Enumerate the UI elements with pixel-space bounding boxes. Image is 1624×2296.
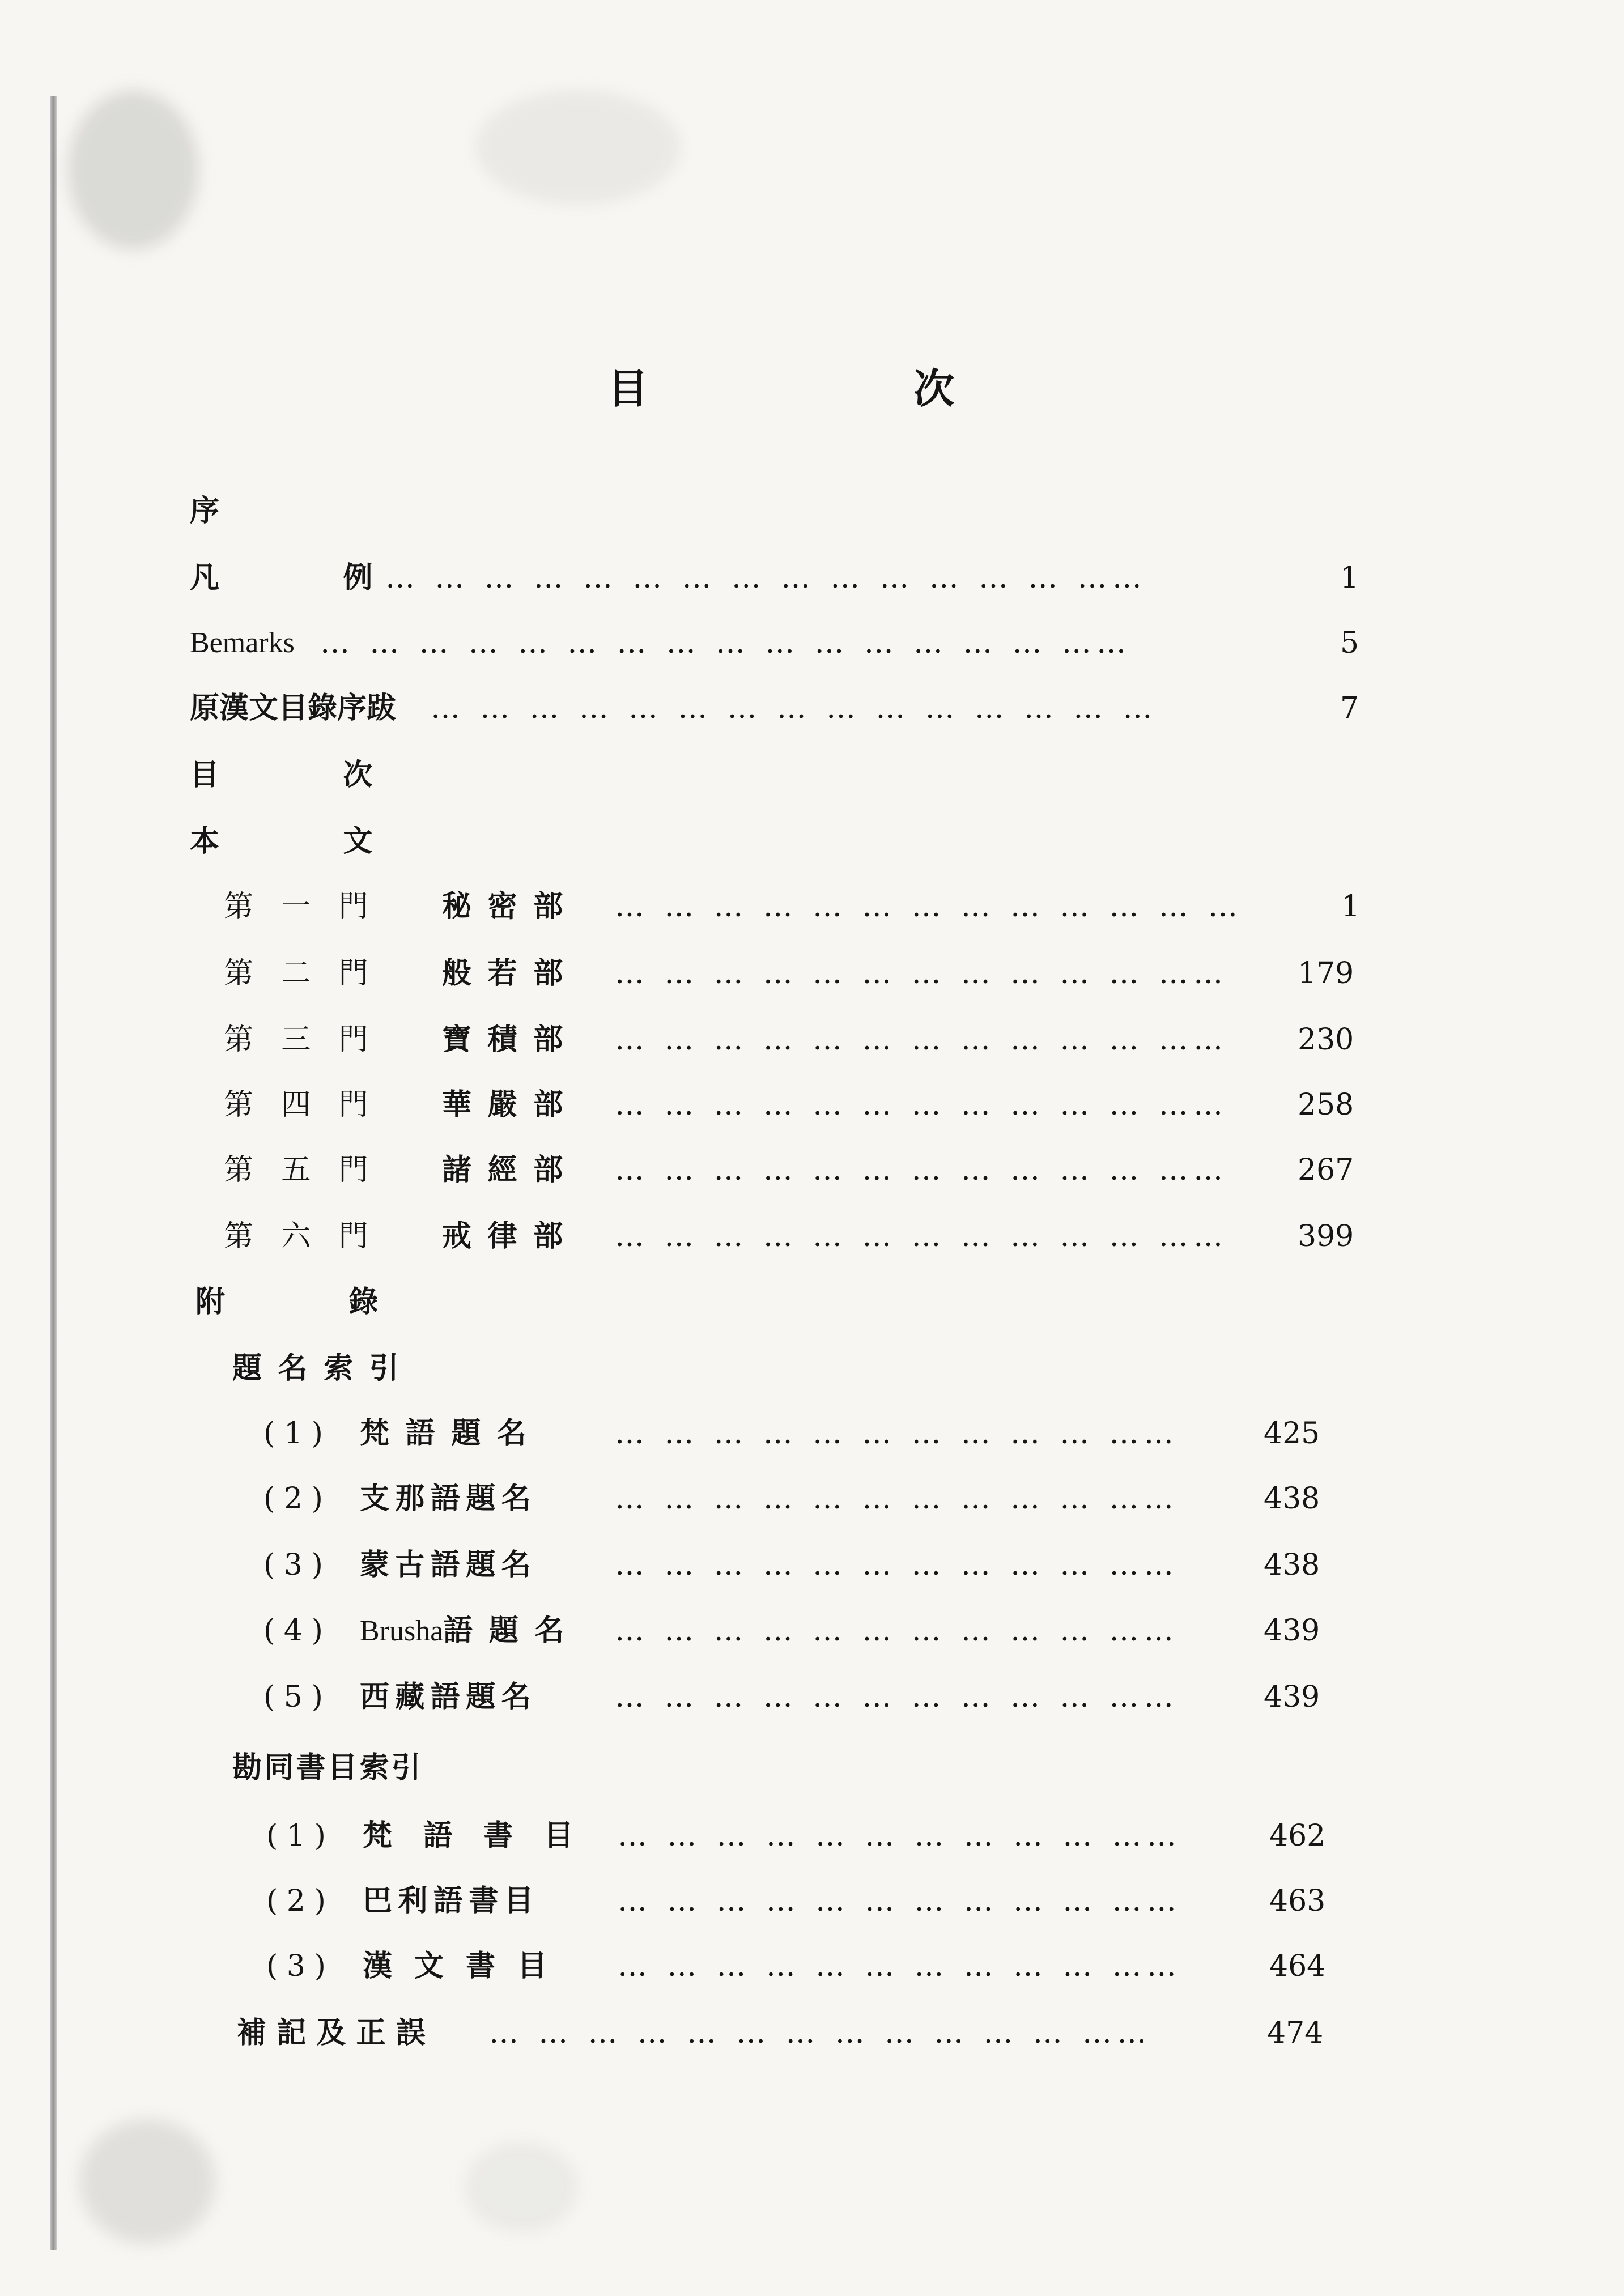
page-title-char: 目 — [607, 364, 649, 413]
toc-section — [360, 1608, 580, 1654]
toc-page-number: 474 — [1267, 2016, 1324, 2050]
toc-label: 補記及正誤 — [237, 2016, 436, 2050]
dot-leader: … … … … … … … … … … … …… — [615, 1023, 1228, 1057]
toc-entry[interactable] — [237, 2010, 1398, 2056]
toc-entry[interactable] — [190, 555, 1385, 601]
toc-number: (5) — [263, 1680, 332, 1714]
toc-section: 戒律部 — [442, 1219, 579, 1253]
dot-leader: … … … … … … … … … … …… — [618, 1819, 1182, 1853]
toc-entry[interactable] — [263, 1411, 1397, 1456]
dot-leader: … … … … … … … … … … …… — [615, 1680, 1179, 1714]
toc-number: (4) — [263, 1614, 332, 1648]
toc-entry[interactable] — [263, 1608, 1397, 1653]
toc-page-number: 399 — [1298, 1219, 1354, 1253]
toc-entry[interactable] — [266, 1944, 1400, 1989]
toc-page-number: 462 — [1269, 1819, 1326, 1853]
toc-page-number: 463 — [1269, 1884, 1326, 1918]
toc-section: 漢文書目 — [363, 1949, 569, 1983]
toc-entry[interactable] — [263, 1542, 1397, 1588]
toc-label: 目 次 — [190, 758, 420, 792]
toc-page-number: 439 — [1264, 1614, 1320, 1648]
toc-label: 本 文 — [190, 824, 420, 858]
toc-label: 序 — [190, 494, 220, 528]
toc-section: 寶積部 — [442, 1022, 579, 1057]
dot-leader: … … … … … … … … … … … …… — [615, 956, 1228, 990]
toc-section: 華嚴部 — [442, 1087, 579, 1122]
dot-leader: … … … … … … … … … … …… — [615, 1482, 1179, 1516]
toc-entry[interactable] — [266, 1813, 1400, 1859]
toc-label: 原漢文目錄序跋 — [190, 691, 397, 725]
dot-leader: … … … … … … … … … … … …… — [615, 1088, 1228, 1122]
toc-entry[interactable] — [224, 1147, 1385, 1193]
toc-entry[interactable] — [190, 620, 1385, 666]
toc-entry[interactable] — [224, 1214, 1385, 1259]
dot-leader: … … … … … … … … … … …… — [615, 1417, 1179, 1451]
dot-leader: … … … … … … … … … … …… — [618, 1884, 1182, 1918]
toc-entry[interactable] — [224, 951, 1385, 996]
toc-label: 題名索引 — [232, 1351, 415, 1385]
toc-label: 附 錄 — [195, 1285, 426, 1319]
toc-page-number: 230 — [1298, 1023, 1354, 1057]
dot-leader: … … … … … … … … … … …… — [618, 1949, 1182, 1983]
toc-number: (1) — [263, 1417, 332, 1451]
dot-leader: … … … … … … … … … … … … … … … — [431, 691, 1158, 725]
dot-leader: … … … … … … … … … … … … … — [615, 890, 1243, 924]
toc-page-number: 439 — [1264, 1680, 1320, 1714]
toc-entry[interactable] — [224, 1082, 1385, 1128]
toc-number: (3) — [266, 1949, 335, 1983]
toc-page-number: 425 — [1264, 1417, 1320, 1451]
toc-entry[interactable] — [263, 1674, 1397, 1720]
toc-section-latin: Brusha — [360, 1615, 444, 1647]
dot-leader: … … … … … … … … … … … …… — [615, 1219, 1228, 1253]
toc-page-number: 7 — [1340, 691, 1359, 725]
toc-entry[interactable] — [266, 1878, 1400, 1924]
toc-section: 秘密部 — [442, 889, 579, 924]
toc-section: 梵語題名 — [360, 1416, 543, 1451]
toc-section: 梵語書目 — [363, 1818, 605, 1853]
dot-leader: … … … … … … … … … … …… — [615, 1614, 1179, 1648]
toc-label: 凡 例 — [190, 560, 420, 595]
toc-number: 第一門 — [224, 890, 397, 924]
toc-page-number: 464 — [1269, 1949, 1326, 1983]
toc-page-number: 5 — [1340, 626, 1359, 660]
toc-page-number: 438 — [1264, 1482, 1320, 1516]
toc-section: 諸經部 — [442, 1153, 579, 1187]
toc-number: (2) — [263, 1482, 332, 1516]
toc-section: 巴利語書目 — [363, 1883, 540, 1918]
toc-entry[interactable] — [224, 884, 1385, 929]
page-title-char: 次 — [913, 364, 955, 413]
toc-section: 支那語題名 — [360, 1481, 537, 1516]
toc-number: 第六門 — [224, 1219, 397, 1253]
toc-label: 勘同書目索引 — [232, 1750, 423, 1785]
toc-number: (1) — [266, 1819, 335, 1853]
dot-leader: … … … … … … … … … … …… — [615, 1548, 1179, 1582]
dot-leader: … … … … … … … … … … … … … … … …… — [320, 626, 1132, 660]
toc-entry[interactable] — [263, 1476, 1397, 1521]
toc-section-cjk: 語題名 — [443, 1613, 581, 1648]
dot-leader: … … … … … … … … … … … … … … …… — [385, 561, 1147, 595]
toc-section: 西藏語題名 — [360, 1680, 537, 1714]
toc-number: 第五門 — [224, 1153, 397, 1187]
toc-page-number: 258 — [1298, 1088, 1354, 1122]
toc-page-number: 438 — [1264, 1548, 1320, 1582]
toc-section: 般若部 — [442, 956, 579, 990]
dot-leader: … … … … … … … … … … … … …… — [489, 2016, 1152, 2050]
toc-number: 第四門 — [224, 1088, 397, 1122]
toc-number: 第二門 — [224, 956, 397, 990]
toc-section: 蒙古語題名 — [360, 1547, 537, 1582]
toc-page-number: 1 — [1340, 561, 1359, 595]
toc-number: (3) — [263, 1548, 332, 1582]
toc-label: Bemarks — [190, 627, 295, 659]
toc-page-number: 179 — [1298, 956, 1354, 990]
toc-entry[interactable] — [224, 1017, 1385, 1062]
toc-number: 第三門 — [224, 1023, 397, 1057]
toc-number: (2) — [266, 1884, 335, 1918]
toc-page-number: 267 — [1298, 1153, 1354, 1187]
dot-leader: … … … … … … … … … … … …… — [615, 1153, 1228, 1187]
toc-entry[interactable] — [190, 686, 1385, 731]
toc-page-number: 1 — [1341, 890, 1361, 924]
